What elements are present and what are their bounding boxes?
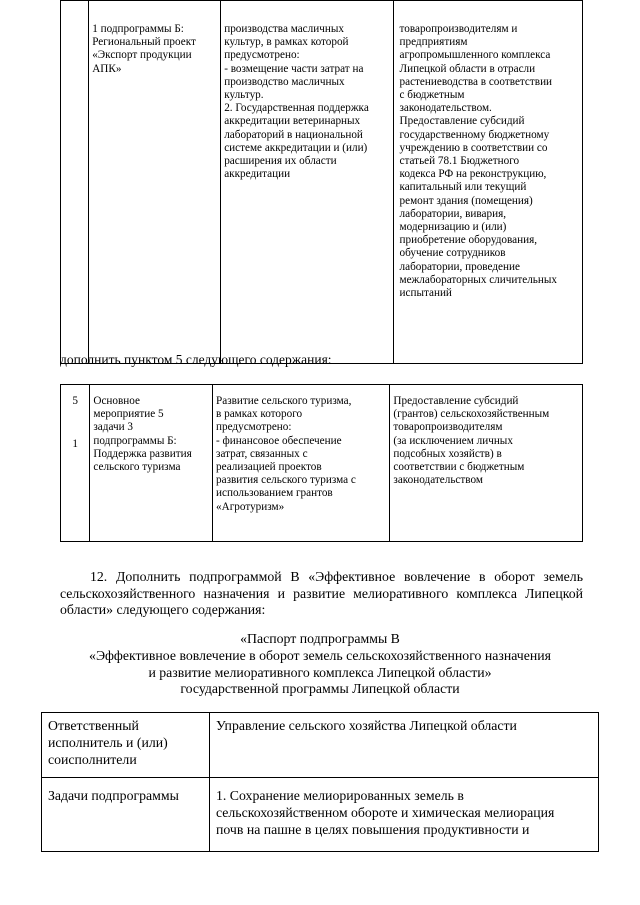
table-cell-measure-content: Развитие сельского туризма, в рамках которого предусмотрено: - финансовое обеспечение затрат, связанных с реализацией проектов развития сельского туризма с использованием грантов «Агротуризм» xyxy=(213,385,390,542)
table-row xyxy=(42,713,599,778)
table-cell-number: 5 1 xyxy=(61,385,90,542)
table-cell-value: 1. Сохранение мелиорированных земель в сельскохозяйственном обороте и химическая мелиорация почв на пашне в целях повышения продуктивности и xyxy=(210,778,599,852)
passport-title: «Паспорт подпрограммы В xyxy=(240,631,400,646)
table-cell-measure-name: 1 подпрограммы Б: Региональный проект «Экспорт продукции АПК» xyxy=(89,1,221,364)
table-row xyxy=(61,1,583,364)
table-cell-mechanism: товаропроизводителям и предприятиям агропромышленного комплекса Липецкой области в отрасли растениеводства в соответствии с бюджетным законодательством. Предоставление субсидий государственному бюджетному учреждению в соответствии со статьей 78.1 Бюджетного кодекса РФ на реконструкцию, капитальный или текущий ремонт здания (помещения) лаборатории, вивария, модернизацию и (или) приобретение оборудования, обучение сотрудников лаборатории, проведение межлабораторных сличительных испытаний xyxy=(393,1,582,364)
table-cell-number xyxy=(61,1,89,364)
passport-subtitle: и развитие мелиоративного комплекса Липецкой области» xyxy=(148,664,492,680)
measure-5-table xyxy=(60,384,583,542)
passport-table xyxy=(41,712,599,852)
table-cell-key: Задачи подпрограммы xyxy=(42,778,210,852)
table-cell-value: Управление сельского хозяйства Липецкой области xyxy=(210,713,599,778)
table-cell-measure-content: производства масличных культур, в рамках которой предусмотрено: - возмещение части затрат на производство масличных культур. 2. Государственная поддержка аккредитации ветеринарных лабораторий в национальной системе аккредитации и (или) расширения их области аккредитации xyxy=(221,1,393,364)
passport-subtitle: государственной программы Липецкой области xyxy=(180,681,460,697)
measures-table-continued xyxy=(60,0,583,364)
table-cell-mechanism: Предоставление субсидий (грантов) сельскохозяйственным товаропроизводителям (за исключением личных подсобных хозяйств) в соответствии с бюджетным законодательством xyxy=(390,385,583,542)
passport-heading xyxy=(40,631,600,698)
table-row xyxy=(61,385,583,542)
add-item-paragraph: дополнить пунктом 5 следующего содержания: xyxy=(60,352,332,367)
passport-subtitle: «Эффективное вовлечение в оборот земель сельскохозяйственного назначения xyxy=(89,647,551,663)
paragraph-12: 12. Дополнить подпрограммой В «Эффективное вовлечение в оборот земель сельскохозяйственного назначения и развитие мелиоративного комплекса Липецкой области» следующего содержания: xyxy=(60,569,583,618)
table-row xyxy=(42,778,599,852)
table-cell-measure-name: Основное мероприятие 5 задачи 3 подпрограммы Б: Поддержка развития сельского туризма xyxy=(90,385,213,542)
table-cell-key: Ответственный исполнитель и (или) соисполнители xyxy=(42,713,210,778)
